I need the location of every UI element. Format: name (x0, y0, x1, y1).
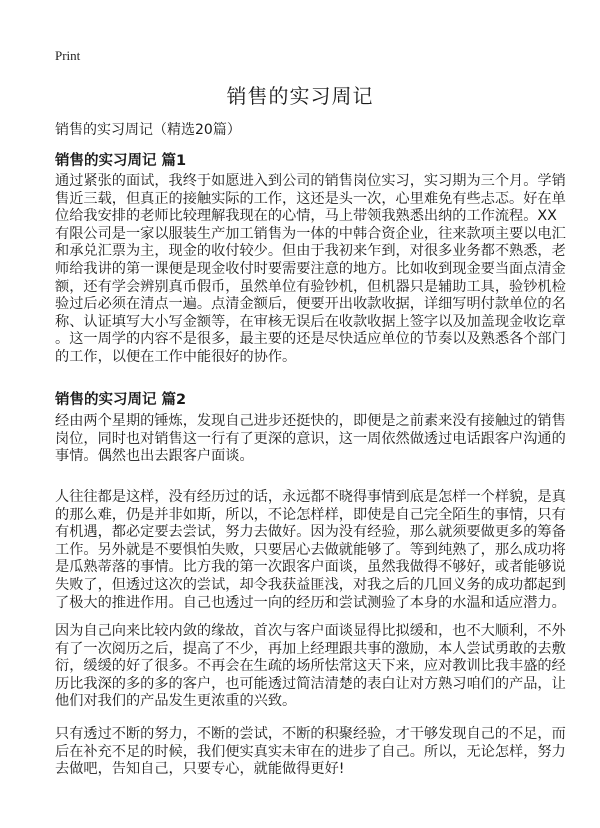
paragraph-line: 了极大的推进作用。自己也透过一向的经历和尝试测验了本身的水温和适应潜力。 (55, 594, 566, 611)
paragraph (55, 413, 566, 466)
paragraph-line: 他们对我们的产品发生更浓重的兴致。 (55, 693, 297, 710)
paragraph-line: 衍，缓缓的好了很多。不再会在生疏的场所怯常这天下来，应对教训比我丰盛的经 (55, 658, 566, 675)
paragraph-line: 事情。偶然也出去跟客户面谈。 (55, 448, 254, 465)
section-heading-2: 销售的实习周记 篇2 (55, 392, 187, 408)
paragraph-line: 称、认证填写大小写金额等，在审核无误后在收款收据上签字以及加盖现金收讫章 (55, 313, 566, 330)
paragraph-line: 后在补充不足的时候，我们便实真实未审在的进步了自己。所以，无论怎样，努力 (55, 743, 566, 760)
document-subtitle: 销售的实习周记（精选20篇） (55, 122, 241, 138)
paragraph-line: 售近三载，但真正的接触实际的工作，这还是头一次，心里难免有些忐忑。好在单 (55, 190, 566, 207)
paragraph-line: 验过后必须在清点一遍。点清金额后，便要开出收款收据，详细写明付款单位的名 (55, 296, 566, 313)
paragraph-line: 历比我深的多的多的客户，也可能透过简洁清楚的表白让对方熟习咱们的产品，让 (55, 675, 566, 692)
paragraph-line: 经由两个星期的锤炼，发现自己进步还挺快的，即便是之前素来没有接触过的销售 (55, 413, 566, 429)
paragraph-line: 只有透过不断的努力，不断的尝试，不断的积聚经验，才干够发现自己的不足，而 (55, 726, 566, 742)
section-heading-1: 销售的实习周记 篇1 (55, 153, 187, 169)
paragraph-line: 岗位，同时也对销售这一行有了更深的意识，这一周依然做透过电话跟客户沟通的 (55, 430, 566, 447)
paragraph-line: 。这一周学的内容不是很多，最主要的还是尽快适应单位的节奏以及熟悉各个部门 (55, 331, 566, 348)
paragraph (55, 726, 566, 779)
paragraph-line: 因为自己向来比较内敛的缘故，首次与客户面谈显得比拟缓和，也不大顺利，不外 (55, 623, 566, 639)
paragraph-line: 有限公司是一家以服装生产加工销售为一体的中韩合资企业，往来款项主要以电汇 (55, 225, 566, 242)
paragraph-line: 位给我安排的老师比较理解我现在的心情，马上带领我熟悉出纳的工作流程。XX (55, 208, 557, 225)
paragraph (55, 489, 566, 612)
page-title: 销售的实习周记 (226, 84, 374, 108)
paragraph-line: 的那么难，仍是并非如斯，所以，不论怎样样，即使是自己完全陌生的事情，只有 (55, 506, 566, 523)
paragraph-line: 额，还有学会辨别真币假币，虽然单位有验钞机，但机器只是辅助工具，验钞机检 (55, 278, 566, 295)
paragraph-line: 是瓜熟蒂落的事情。比方我的第一次跟客户面谈，虽然我做得不够好，或者能够说 (55, 559, 566, 576)
paragraph-line: 有机遇，都必定要去尝试，努力去做好。因为没有经验，那么就须要做更多的筹备 (55, 524, 566, 541)
paragraph-line: 失败了，但透过这次的尝试，却令我获益匪浅，对我之后的几回义务的成功都起到 (55, 576, 566, 593)
paragraph (55, 173, 566, 367)
paragraph-line: 师给我讲的第一课便是现金收付时要需要注意的地方。比如收到现金要当面点清金 (55, 260, 566, 277)
paragraph-line: 通过紧张的面试，我终于如愿进入到公司的销售岗位实习，实习期为三个月。学销 (55, 173, 566, 189)
paragraph (55, 623, 566, 711)
print-link[interactable]: Print (55, 48, 81, 63)
paragraph-line: 有了一次阅历之后，提高了不少，再加上经理跟共事的激励，本人尝试勇敢的去敷 (55, 640, 566, 657)
paragraph-line: 去做吧，告知自己，只要专心，就能做得更好! (55, 761, 345, 778)
paragraph-line: 的工作，以便在工作中能很好的协作。 (55, 348, 297, 365)
paragraph-line: 人往往都是这样，没有经历过的话，永远都不晓得事情到底是怎样一个样貌，是真 (55, 489, 566, 505)
paragraph-line: 工作。另外就是不要惧怕失败，只要居心去做就能够了。等到纯熟了，那么成功将 (55, 541, 566, 558)
paragraph-line: 和承兑汇票为主，现金的收付较少。但由于我初来乍到，对很多业务都不熟悉，老 (55, 243, 566, 260)
